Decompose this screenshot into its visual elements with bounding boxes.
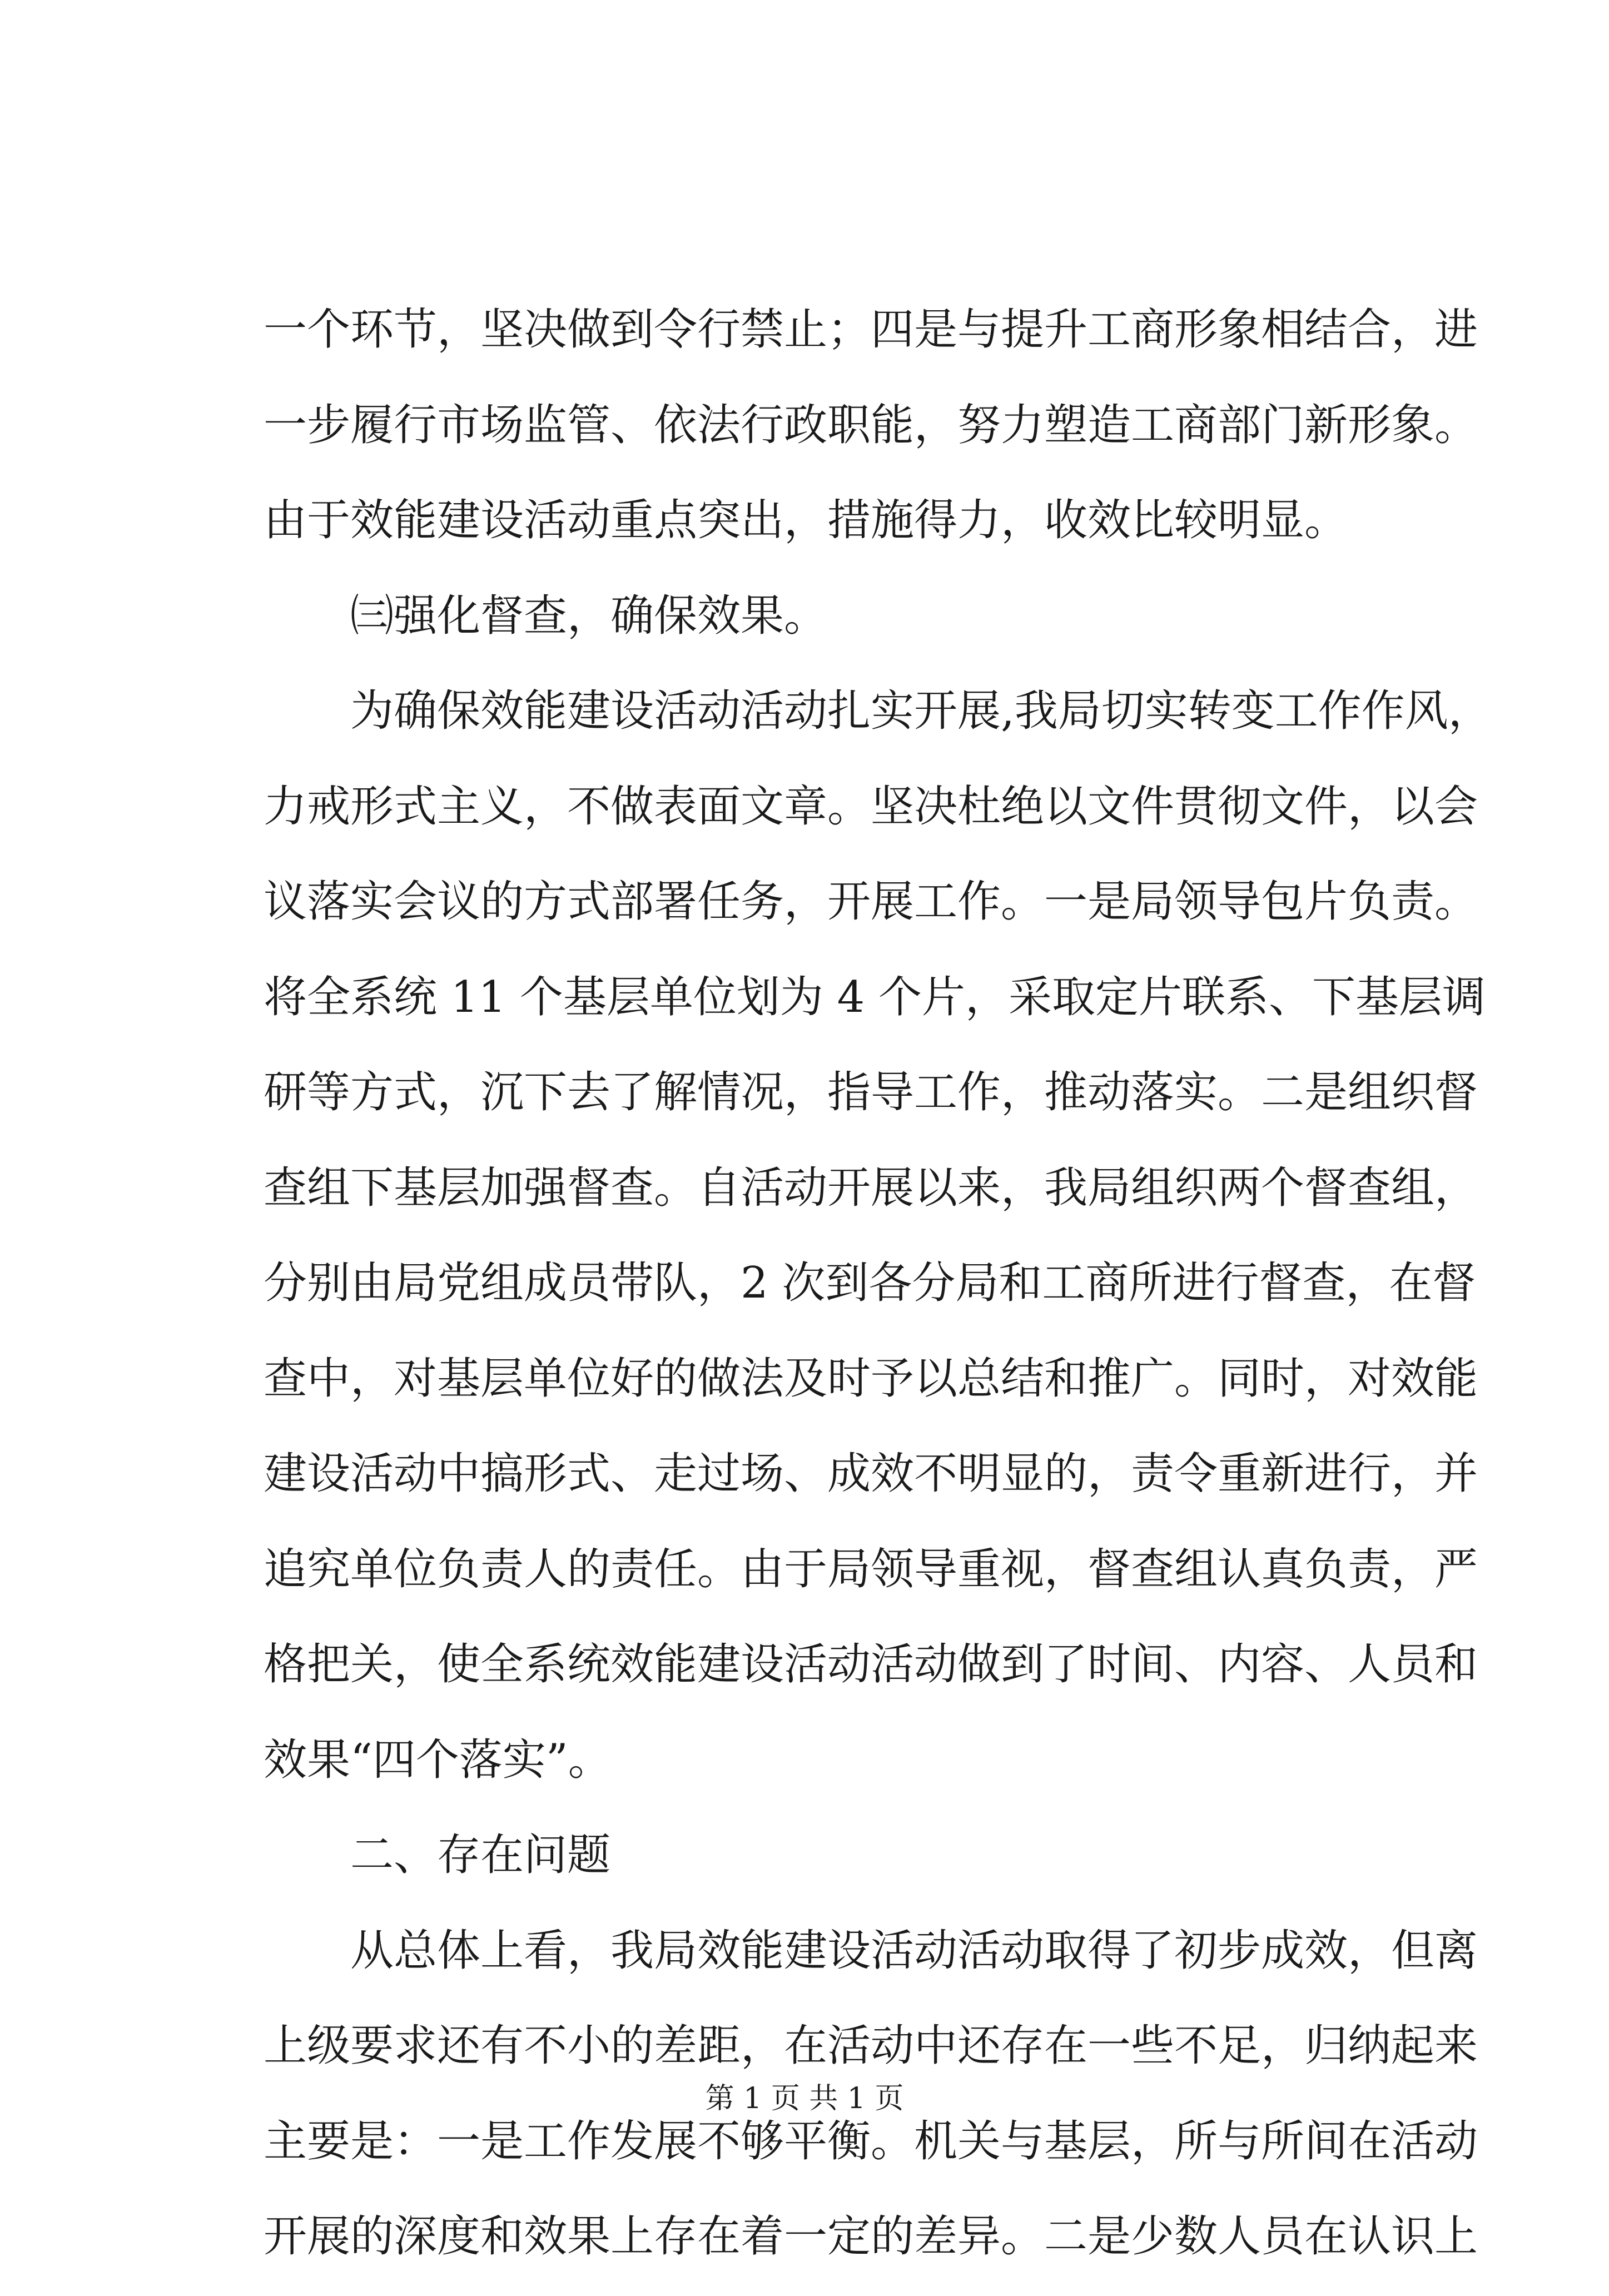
text-line: 追究单位负责人的责任。由于局领导重视，督查组认真负责，严 bbox=[264, 1544, 1478, 1594]
text-line: 查中，对基层单位好的做法及时予以总结和推广。同时，对效能 bbox=[264, 1353, 1478, 1404]
text-line: 将全系统 11 个基层单位划为 4 个片，采取定片联系、下基层调 bbox=[264, 972, 1486, 1022]
text-line: 开展的深度和效果上存在着一定的差异。二是少数人员在认识上 bbox=[264, 2211, 1478, 2262]
text-line: 一步履行市场监管、依法行政职能，努力塑造工商部门新形象。 bbox=[264, 400, 1478, 450]
text-line: 力戒形式主义，不做表面文章。坚决杜绝以文件贯彻文件，以会 bbox=[264, 781, 1478, 832]
page-footer bbox=[0, 2079, 1609, 2118]
section-heading: ㈢强化督查，确保效果。 bbox=[350, 590, 828, 641]
text-line: 格把关，使全系统效能建设活动活动做到了时间、内容、人员和 bbox=[264, 1639, 1478, 1689]
text-line: 上级要求还有不小的差距，在活动中还存在一些不足，归纳起来 bbox=[264, 2021, 1478, 2071]
text-line: 研等方式，沉下去了解情况，指导工作，推动落实。二是组织督 bbox=[264, 1067, 1478, 1117]
text-line: 从总体上看，我局效能建设活动活动取得了初步成效，但离 bbox=[350, 1925, 1478, 1976]
document-body bbox=[264, 294, 1492, 2296]
text-line: 由于效能建设活动重点突出，措施得力，收效比较明显。 bbox=[264, 495, 1348, 545]
text-line: 效果“四个落实”。 bbox=[264, 1735, 612, 1785]
text-line: 主要是：一是工作发展不够平衡。机关与基层，所与所间在活动 bbox=[264, 2116, 1478, 2166]
text-line: 建设活动中搞形式、走过场、成效不明显的，责令重新进行，并 bbox=[264, 1449, 1478, 1499]
text-line: 查组下基层加强督查。自活动开展以来，我局组织两个督查组， bbox=[264, 1162, 1478, 1213]
text-line: 为确保效能建设活动活动扎实开展,我局切实转变工作作风， bbox=[350, 686, 1492, 736]
section-heading: 二、存在问题 bbox=[350, 1830, 611, 1880]
text-line: 分别由局党组成员带队，2 次到各分局和工商所进行督查，在督 bbox=[264, 1258, 1476, 1308]
text-line: 一个环节，坚决做到令行禁止；四是与提升工商形象相结合，进 bbox=[264, 305, 1478, 355]
text-line: 议落实会议的方式部署任务，开展工作。一是局领导包片负责。 bbox=[264, 877, 1478, 927]
page-number-label: 第 1 页 共 1 页 bbox=[705, 2082, 904, 2115]
